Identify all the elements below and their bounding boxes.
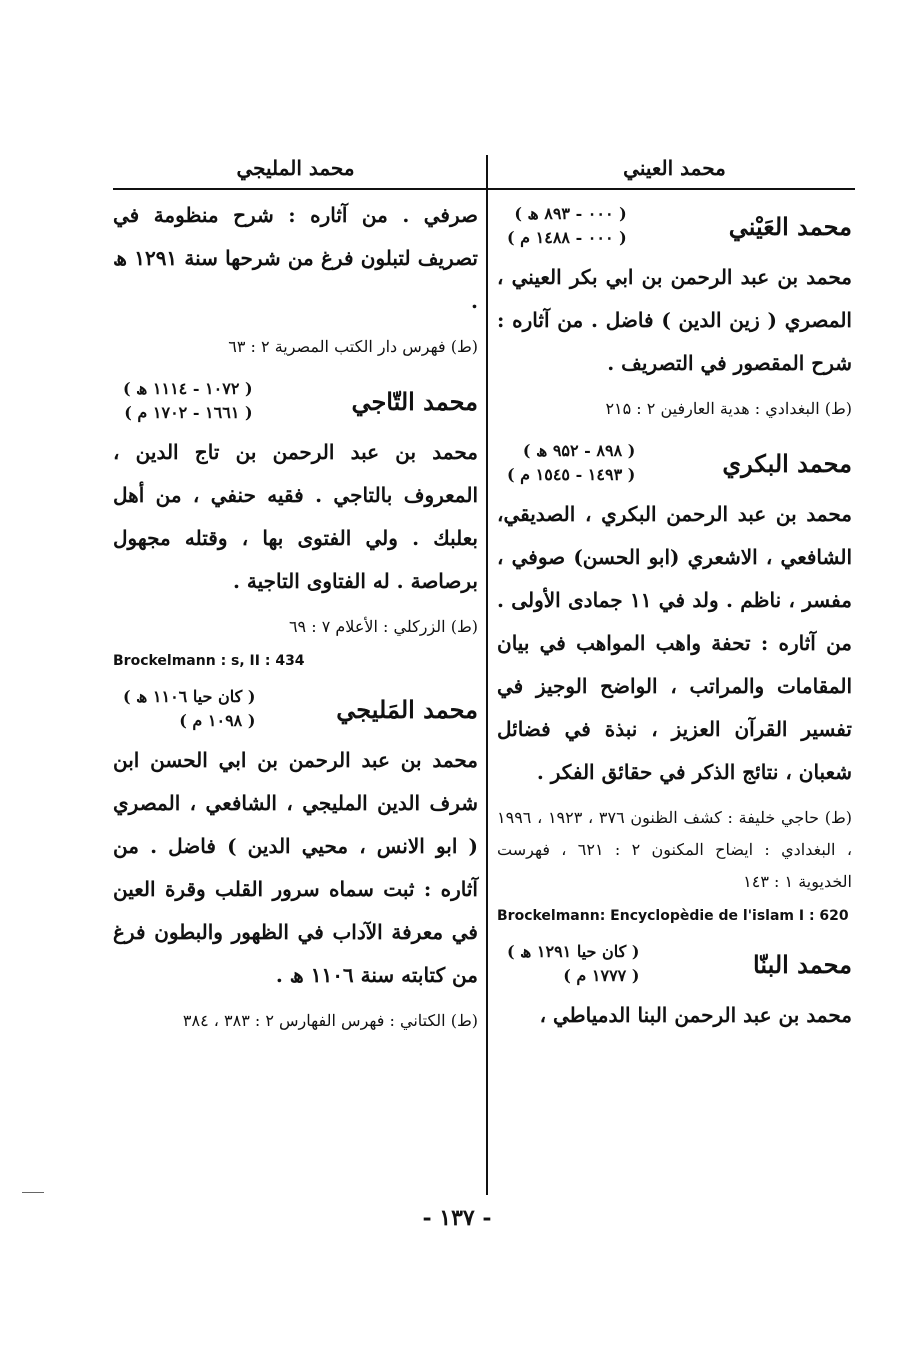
page-number: - ۱۳۷ -	[422, 1205, 492, 1231]
gregorian-dates: ( ۱۷۷۷ م )	[563, 966, 640, 985]
hijri-dates: ( ۱۰۷۲ - ۱۱۱٤ ھ )	[123, 379, 253, 398]
latin-reference: Brockelmann: Encyclopèdie de l'islam I : 620	[497, 908, 849, 924]
entry-name: محمد العَيْني	[728, 211, 852, 241]
entry-heading	[497, 439, 852, 487]
entry-body: محمد بن عبد الرحمن بن تاج الدين ، المعروف بالتاجي . فقيه حنفي ، من أهل بعلبك . ولي الفتوى بها ، وقتله مجهول برصاصة . له الفتاوى التاجية .	[113, 440, 478, 593]
entry-heading	[497, 202, 852, 250]
entry-taji	[113, 377, 478, 671]
entry-body: محمد بن عبد الرحمن البنا الدمياطي ،	[539, 1003, 852, 1027]
left-column	[113, 150, 478, 1037]
entry-dates	[113, 685, 255, 733]
latin-reference: Brockelmann : s, II : 434	[113, 653, 305, 669]
entry-dates	[497, 940, 639, 988]
entry-aini	[497, 202, 852, 425]
continuation-source: (ط) فهرس دار الكتب المصرية ۲ : ٦۳	[228, 337, 478, 356]
entry-name: محمد التّاجي	[351, 386, 478, 416]
gregorian-dates: ( ۱٦٦۱ - ۱۷۰۲ م )	[124, 403, 253, 422]
entry-dates	[113, 377, 253, 425]
hijri-dates: ( كان حيا ۱۲۹۱ ھ )	[507, 942, 640, 961]
gregorian-dates: ( ۱۰۹۸ م )	[179, 711, 256, 730]
entry-sources: (ط) الكتاني : فهرس الفهارس ۲ : ۳۸۳ ، ۳۸٤	[182, 1011, 478, 1030]
entry-dates	[497, 439, 635, 487]
entry-name: محمد البنّا	[753, 949, 852, 979]
entry-sources: (ط) حاجي خليفة : كشف الظنون ۳۷٦ ، ۱۹۲۳ ، ۱۹۹٦ ، البغدادي : ايضاح المكنون ۲ : ٦۲۱ ، فهرست الخديوية ۱ : ۱٤۳	[497, 808, 852, 891]
entry-maliji	[113, 685, 478, 1037]
hijri-dates: ( ۸۹۸ - ۹۵۲ ھ )	[522, 441, 636, 460]
right-running-header: محمد العيني	[623, 156, 726, 180]
entry-body: محمد بن عبد الرحمن بن ابي بكر العيني ، المصري ( زين الدين ) فاضل . من آثاره : شرح المقصور في التصريف .	[497, 265, 852, 375]
entry-bakri	[497, 439, 852, 926]
entry-banna	[497, 940, 852, 1037]
margin-mark	[22, 1192, 44, 1193]
left-running-header: محمد المليجي	[236, 156, 355, 180]
entry-name: محمد البكري	[722, 448, 852, 478]
hijri-dates: ( ۰۰۰ - ۸۹۳ ھ )	[514, 204, 627, 223]
entry-heading	[113, 377, 478, 425]
entry-sources: (ط) البغدادي : هدية العارفين ۲ : ۲۱۵	[605, 399, 852, 418]
entry-dates	[497, 202, 627, 250]
right-column	[497, 150, 852, 1037]
entry-body: محمد بن عبد الرحمن بن ابي الحسن ابن شرف الدين المليجي ، الشافعي ، المصري ( ابو الانس ، محيي الدين ) فاضل . من آثاره : ثبت سماه سرور القلب وقرة العين في معرفة الآداب في الظهور والبطون فرغ من كتابته سنة ۱۱۰٦ ھ .	[113, 748, 478, 987]
entry-name: محمد المَليجي	[336, 694, 478, 724]
entry-body: محمد بن عبد الرحمن البكري ، الصديقي، الشافعي ، الاشعري (ابو الحسن) صوفي ، مفسر ، ناظم . ولد في ۱۱ جمادى الأولى . من آثاره : تحفة واهب المواهب في بيان المقامات والمراتب ، الواضح الوجيز في تفسير القرآن العزيز ، نبذة في فضائل شعبان ، نتائج الذكر في حقائق الفكر .	[497, 502, 852, 784]
entry-heading	[497, 940, 852, 988]
entry-heading	[113, 685, 478, 733]
entry-sources: (ط) الزركلي : الأعلام ۷ : ٦۹	[288, 617, 478, 636]
column-divider	[486, 155, 488, 1195]
continuation-text: صرفي . من آثاره : شرح منظومة في تصريف لتبلون فرغ من شرحها سنة ۱۲۹۱ ھ .	[113, 203, 479, 313]
gregorian-dates: ( ۱٤۹۳ - ۱٥٤٥ م )	[507, 465, 636, 484]
gregorian-dates: ( ۰۰۰ - ۱٤۸۸ م )	[507, 228, 627, 247]
hijri-dates: ( كان حيا ۱۱۰٦ ھ )	[123, 687, 256, 706]
